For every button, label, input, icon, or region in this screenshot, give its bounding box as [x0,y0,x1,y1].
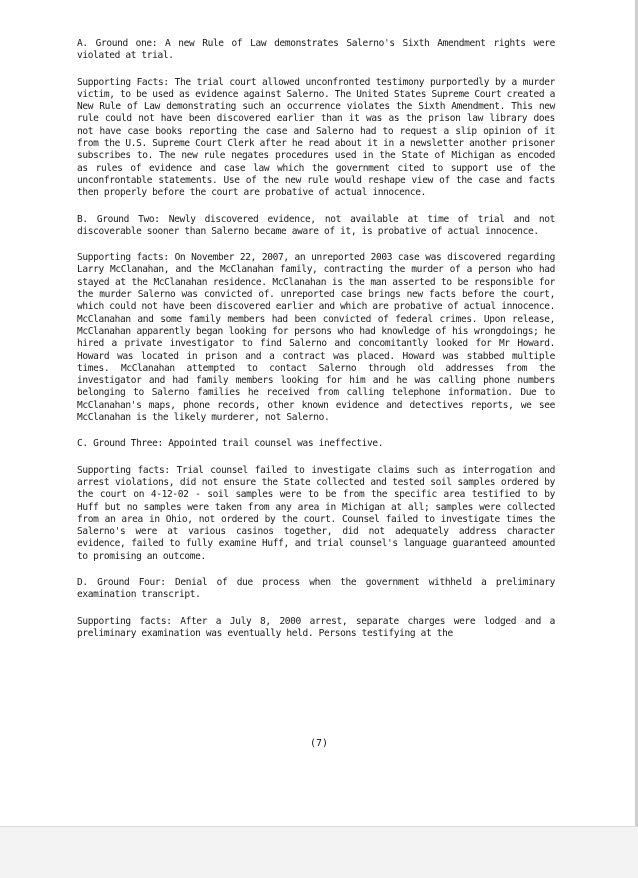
ground-two-facts: Supporting facts: On November 22, 2007, an unreported 2003 case was discovered regarding Larry McClanahan, and the McClanahan family, contracting the murder of a person who had stayed at the McClanahan residence. McClanahan is the man asserted to be responsible for the murder Salerno was convicted of. unreported case brings new facts before the court, which could not have been discovered earlier and which are probative of actual innocence. McClanahan and some family members had been convicted of federal crimes. Upon release, McClanahan apparently began looking for persons who had knowledge of his wrongdoings; he hired a private investigator to find Salerno and concomitantly looked for Mr Howard. Howard was located in prison and a contract was placed. Howard was stabbed multiple times. McClanahan attempted to contact Salerno through old addresses from the investigator and had family members looking for him and he was calling phone numbers belonging to Salerno families he received from calling telephone information. Due to McClanahan's maps, phone records, other known evidence and detectives reports, we see McClanahan is the likely murderer, not Salerno. [77,252,555,424]
document-body [77,38,555,654]
ground-two-heading: B. Ground Two: Newly discovered evidence, not available at time of trial and not discoverable sooner than Salerno became aware of it, is probative of actual innocence. [77,213,555,237]
ground-four-facts: Supporting facts: After a July 8, 2000 arrest, separate charges were lodged and a preliminary examination was eventually held. Persons testifying at the [77,615,555,639]
ground-three-heading: C. Ground Three: Appointed trail counsel was ineffective. [77,438,384,450]
ground-three-facts: Supporting facts: Trial counsel failed to investigate claims such as interrogation and arrest violations, did not ensure the State collected and tested soil samples ordered by the court on 4-12-02 - soil samples were to be from the specific area testified to by Huff but no samples were taken from any area in Michigan at all; samples were collected from an area in Ohio, not ordered by the court. Counsel failed to investigate times the Salerno's were at various casinos together, did not adequately address character evidence, failed to fully examine Huff, and trial counsel's language guaranteed amounted to promising an outcome. [77,464,555,562]
ground-one-heading: A. Ground one: A new Rule of Law demonstrates Salerno's Sixth Amendment rights were violated at trial. [77,38,555,62]
page-number: (7) [309,738,329,749]
ground-four-heading: D. Ground Four: Denial of due process when the government withheld a preliminary examination transcript. [77,576,555,601]
scan-bottom-margin [0,826,638,878]
ground-one-facts: Supporting Facts: The trial court allowed unconfronted testimony purportedly by a murder victim, to be used as evidence against Salerno. The United States Supreme Court created a New Rule of Law demonstrating such an occurrence violates the Sixth Amendment. This new rule could not have been discovered earlier than it was as the prison law library does not have case books reporting the case and Salerno had to request a slip opinion of it from the U.S. Supreme Court Clerk after he read about it in a newsletter another prisoner subscribes to. The new rule negates procedures used in the State of Michigan as encoded as rules of evidence and case law which the government cited to support use of the unconfrontable statements. Use of the new rule would reshape view of the case and facts then properly before the court are probative of actual innocence. [77,76,555,199]
